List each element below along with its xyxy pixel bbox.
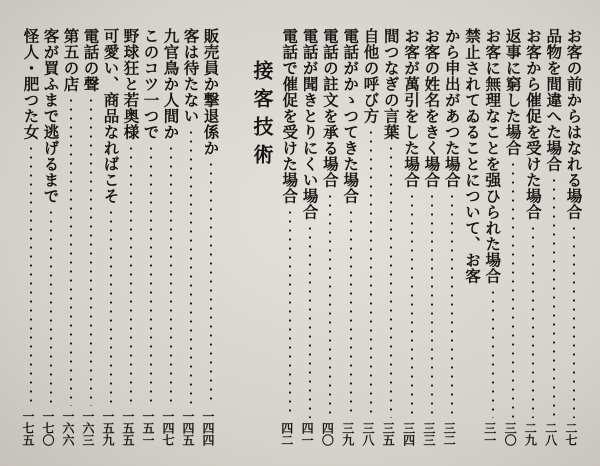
toc-entry-label: 電話が聞きとりにくい場合 [300, 28, 320, 220]
toc-leader-dots [150, 144, 152, 406]
toc-entry [278, 28, 302, 446]
toc-leader-dots [309, 224, 311, 418]
toc-leader-dots [451, 192, 453, 418]
toc-entry-page: 二八 [543, 422, 558, 446]
toc-entry-page: 一七五 [21, 410, 35, 446]
toc-entry-label: お客の前からはなれる場合 [564, 28, 584, 220]
toc-entry-page: 四〇 [320, 422, 335, 446]
toc-leader-dots [411, 192, 413, 418]
toc-entry-label: 電話の註文を承る場合 [320, 28, 340, 188]
toc-entry-page: 四一 [300, 422, 315, 446]
toc-entry-page: 一四四 [201, 410, 215, 446]
toc-entry-page: 三五 [381, 422, 396, 446]
toc-entry-page: 一七〇 [41, 410, 55, 446]
toc-entry-page: 三二 [442, 422, 457, 446]
toc-entry-page: 一五九 [101, 410, 115, 446]
toc-entry-label: 自他の呼び方 [361, 28, 381, 124]
toc-entry-page: 三四 [401, 422, 416, 446]
toc-leader-dots [289, 208, 291, 418]
toc-entry-page: 一六六 [61, 410, 75, 446]
toc-entry-page: 一四七 [161, 410, 175, 446]
toc-leader-dots [329, 192, 331, 418]
toc-entry-label: 間つなぎの言葉 [381, 28, 401, 140]
toc-entry-page: 一五一 [141, 410, 155, 446]
toc-entry-label: 電話の聲 [81, 28, 101, 92]
toc-entry-page: 三一 [482, 422, 497, 446]
toc-entry-label: 客は待たない [181, 28, 201, 124]
toc-entry [19, 28, 43, 446]
section-title: 接客技術 [250, 60, 274, 172]
toc-entry-label: お客の姓名をきく場合 [422, 28, 442, 188]
toc-entry-page: 二九 [523, 422, 538, 446]
toc-leader-dots [573, 224, 575, 418]
toc-entry-label: 販売員か撃退係か [201, 28, 221, 156]
toc-leader-dots [512, 160, 514, 418]
toc-leader-dots [50, 208, 52, 406]
toc-entry-label: 返事に窮した場合 [503, 28, 523, 156]
toc-entry-label: 可愛い、商品なればこそ [101, 28, 121, 204]
toc-leader-dots [190, 128, 192, 406]
toc-leader-dots [370, 128, 372, 418]
toc-entry-label: から申出があつた場合 [442, 28, 462, 188]
toc-leader-dots [90, 96, 92, 406]
toc-entry-label: 第五の店 [61, 28, 81, 92]
toc-leader-dots [170, 144, 172, 406]
toc-entry-page: 三三 [421, 422, 436, 446]
toc-leader-dots [70, 96, 72, 406]
toc-entry-page: 一六三 [81, 410, 95, 446]
toc-entry-page: 三〇 [503, 422, 518, 446]
toc-entry-page: 二七 [564, 422, 578, 446]
toc-entry-label: 電話がかゝつてきた場合 [341, 28, 361, 204]
toc-leader-dots [492, 288, 494, 418]
toc-entry-label: 客が買ふまで逃げるまで [41, 28, 61, 204]
toc-entry-label: お客から催促を受けた場合 [523, 28, 543, 220]
toc-entry-label: 禁止されてゐることについて、お客 [463, 28, 482, 284]
toc-leader-dots [210, 160, 212, 406]
toc-entry-page: 一四五 [181, 410, 195, 446]
toc-entry-label: 九官鳥か人間か [161, 28, 181, 140]
toc-leader-dots [553, 176, 555, 418]
toc-leader-dots [532, 224, 534, 418]
toc-entry-page: 三八 [361, 422, 375, 446]
toc-entry-label: 品物を間違へた場合 [544, 28, 564, 172]
toc-leader-dots [390, 144, 392, 418]
toc-entry-label: 怪人・肥つた女 [21, 28, 41, 140]
toc-entry-label: お客が萬引をした場合 [402, 28, 422, 188]
toc-leader-dots [110, 208, 112, 406]
toc-entry-label: 電話で催促を受けた場合 [280, 28, 300, 204]
toc-leader-dots [431, 192, 433, 418]
toc-entry-label: 野球狂と若奥様 [121, 28, 141, 140]
toc-leader-dots [30, 144, 32, 406]
toc-entry-page: 三九 [340, 422, 355, 446]
toc-leader-dots [130, 144, 132, 406]
toc-entry-page: 四二 [279, 422, 294, 446]
toc-entry-page: 一五五 [121, 410, 135, 446]
toc-leader-dots [350, 208, 352, 418]
toc-entry-label: このコツ一つで [141, 28, 161, 140]
toc-entry-label: お客に無理なことを强ひられた場合 [483, 28, 503, 284]
